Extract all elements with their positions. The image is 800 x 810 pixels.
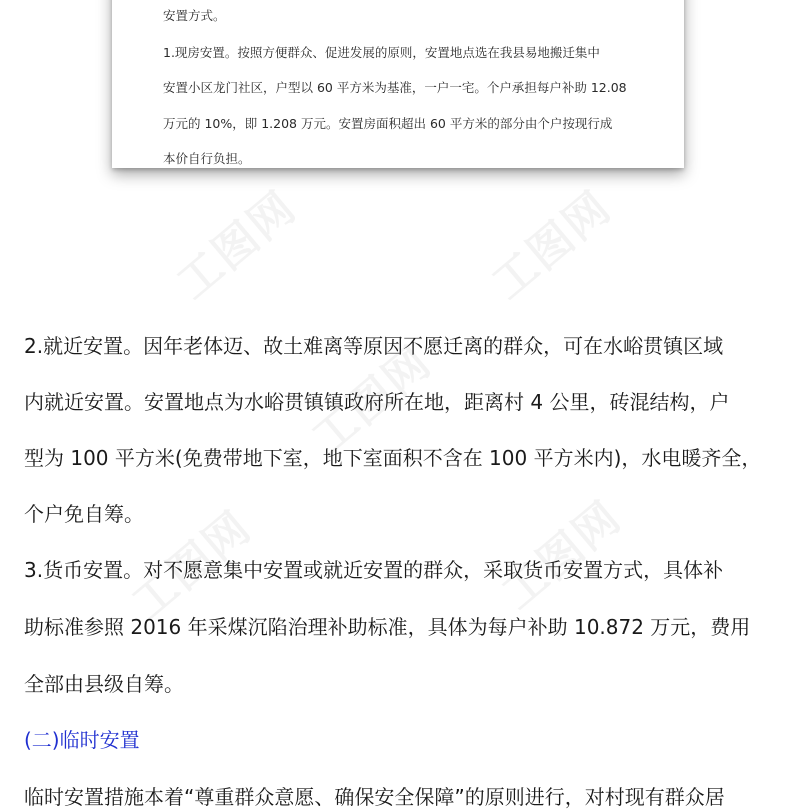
body-text-line: 个户免自筹。	[24, 502, 144, 526]
card-text-line: 安置小区龙门社区，户型以 60 平方米为基准，一户一宅。个户承担每户补助 12.08	[163, 80, 627, 95]
card-text-line: 安置方式。	[163, 8, 226, 23]
body-text-line: 内就近安置。安置地点为水峪贯镇镇政府所在地，距离村 4 公里，砖混结构，户	[24, 390, 730, 414]
watermark: 工图网	[492, 491, 632, 620]
body-text-line: 3.货币安置。对不愿意集中安置或就近安置的群众，采取货币安置方式，具体补	[24, 558, 724, 582]
body-text-line: 2.就近安置。因年老体迈、故土难离等原因不愿迁离的群众，可在水峪贯镇区域	[24, 334, 724, 358]
body-text-line: 全部由县级自筹。	[24, 672, 184, 696]
body-text-line: 助标准参照 2016 年采煤沉陷治理补助标准，具体为每户补助 10.872 万元，费用	[24, 615, 751, 639]
body-text-line-partial: 临时安置措施本着“尊重群众意愿、确保安全保障”的原则进行，对村现有群众居	[24, 785, 725, 809]
watermark: 工图网	[122, 501, 262, 630]
watermark: 工图网	[482, 181, 622, 310]
body-text-line: 型为 100 平方米(免费带地下室，地下室面积不含在 100 平方米内)，水电暖齐全，	[24, 446, 762, 470]
card-text-line: 1.现房安置。按照方便群众、促进发展的原则，安置地点选在我县易地搬迁集中	[163, 45, 600, 60]
document-excerpt-card	[112, 0, 684, 168]
card-text-line: 万元的 10%，即 1.208 万元。安置房面积超出 60 平方米的部分由个户按现行成	[163, 116, 613, 131]
watermark: 工图网	[302, 336, 442, 465]
card-text-line: 本价自行负担。	[163, 151, 251, 166]
section-subheading: (二)临时安置	[24, 728, 140, 752]
watermark: 工图网	[167, 181, 307, 310]
